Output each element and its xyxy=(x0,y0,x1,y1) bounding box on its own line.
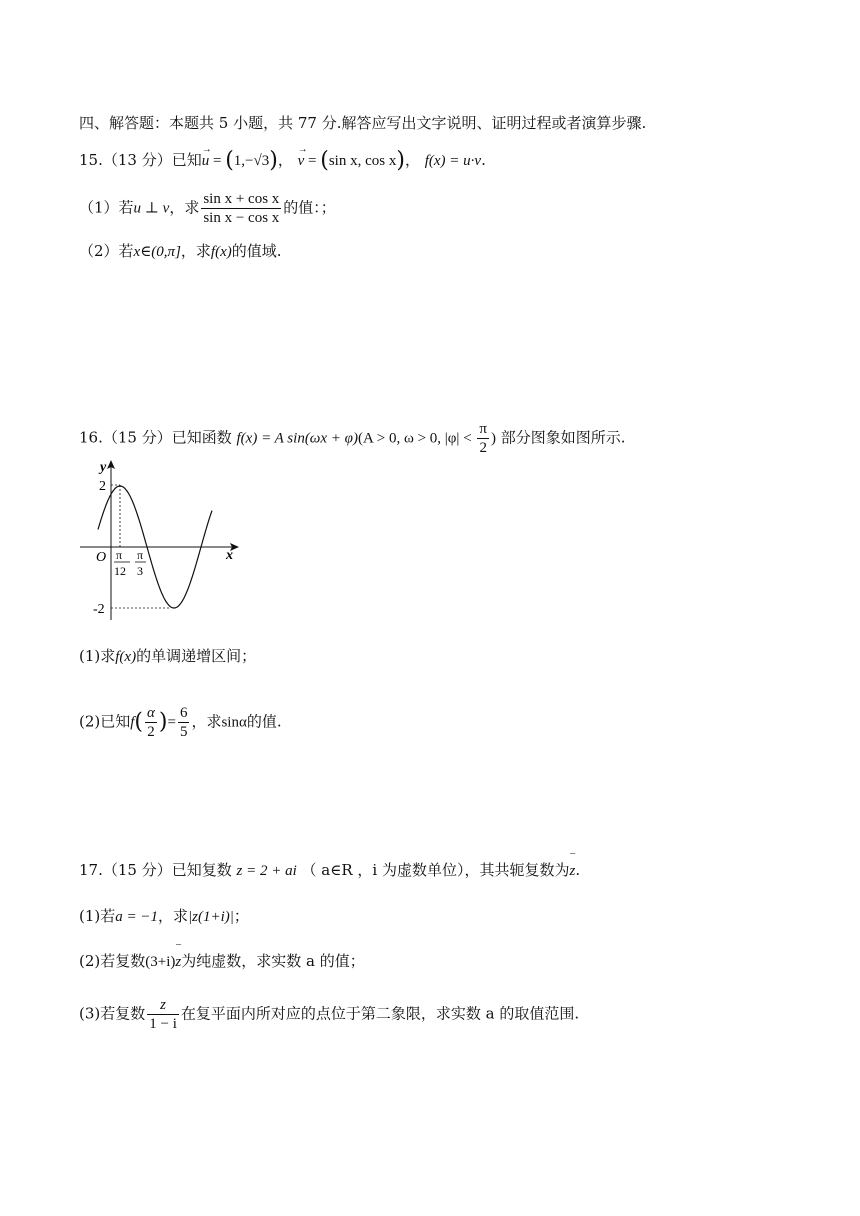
q17-condition: （ a∈R ，i 为虚数单位），其共轭复数为 xyxy=(301,861,570,879)
q15-p2-mid: ，求 xyxy=(180,242,211,260)
x-axis-label: x xyxy=(226,548,233,563)
q15-p1-suffix: 的值：； xyxy=(283,198,336,217)
f-definition: f(x) = u·v xyxy=(424,153,482,169)
max-value-label: 2 xyxy=(99,479,106,494)
q17-p2-expression: (3+i) xyxy=(145,954,176,970)
tick2-numerator: π xyxy=(137,548,144,562)
q15-fraction-numerator: sin x + cos x xyxy=(203,191,280,207)
q17-part1: (1)若a = −1，求|z(1+i)|； xyxy=(79,907,249,925)
z-conjugate: ‾ z xyxy=(569,861,575,881)
q16-cond-fraction: $\frac{\pi}{2}$ xyxy=(479,421,487,456)
q17-part2 xyxy=(79,951,365,972)
q17-p1-prefix: (1)若 xyxy=(79,907,116,925)
q15-p2-suffix: 的值域. xyxy=(231,242,282,260)
q16-label: 16.（15 分）已知函数 xyxy=(79,428,232,447)
tick2-denominator: 3 xyxy=(137,564,143,578)
q15-fraction xyxy=(201,190,281,227)
q17-p3-suffix: 在复平面内所对应的点位于第二象限，求实数 a 的取值范围. xyxy=(180,1004,580,1023)
q16-rhs-fraction: $\frac{6}{5}$ xyxy=(179,705,188,740)
q15-p2-prefix: （2）若 xyxy=(79,242,134,260)
tick1-denominator: 12 xyxy=(114,564,126,578)
q16-part2: (2)已知f( $\frac{\alpha}{2}$ )= $\frac{6}{5}$ ，求sinα的值. xyxy=(79,705,282,740)
v-value: sin x, cos x xyxy=(328,153,397,169)
q17-p1-a-value: a = −1 xyxy=(115,909,158,925)
q16-p2-ask: ，求 xyxy=(191,712,222,731)
q15-label: 15.（13 分）已知 xyxy=(79,151,202,169)
q16-sin-alpha: sinα xyxy=(221,714,247,731)
q16-p1-suffix: 的单调递增区间； xyxy=(136,647,257,665)
q17-p2-suffix: 为纯虚数，求实数 a 的值； xyxy=(181,952,365,970)
u-value: 1,−√3 xyxy=(233,153,270,169)
q17-label: 17.（15 分）已知复数 xyxy=(79,861,232,879)
q17-p1-expression: |z(1+i)| xyxy=(188,909,234,925)
q16-function: f(x) = A sin(ωx + φ) xyxy=(236,430,358,447)
q17-part3 xyxy=(79,996,579,1033)
origin-label: O xyxy=(96,550,107,565)
q16-alpha-fraction: $\frac{\alpha}{2}$ xyxy=(147,705,155,740)
q17-stem: 17.（15 分）已知复数 z = 2 + ai （ a∈R ，i 为虚数单位），其共轭复数为‾ z. xyxy=(79,860,580,881)
q15-p1-condition: u ⊥ v xyxy=(133,200,170,217)
min-value-label: -2 xyxy=(93,602,105,617)
tick1-numerator: π xyxy=(116,548,123,562)
q15-fraction-denominator: sin x − cos x xyxy=(203,210,280,226)
y-axis-label: y xyxy=(100,460,107,475)
q17-p3-prefix: (3)若复数 xyxy=(79,1004,146,1023)
q15-p1-prefix: （1）若 xyxy=(79,198,134,217)
q17-z-definition: z = 2 + ai xyxy=(236,863,297,879)
z-conjugate-2: ‾ z xyxy=(175,952,181,972)
q15-stem: 15.（13 分）已知→ u = (1,−√3)， → v = (sin x, cos x)， f(x) = u·v. xyxy=(79,150,486,171)
q16-p2-prefix: (2)已知 xyxy=(79,712,131,731)
q16-part1 xyxy=(79,646,256,667)
q15-part1 xyxy=(79,190,336,227)
q17-p2-prefix: (2)若复数 xyxy=(79,952,146,970)
q16-stem: 16.（15 分）已知函数 f(x) = A sin(ωx + φ)(A > 0, ω > 0, |φ| < $\frac{\pi}{2}$ ) 部分图象如图所示. xyxy=(79,421,626,456)
q16-p1-function: f(x) xyxy=(115,649,137,665)
v-vector: → v xyxy=(298,151,305,171)
u-vector: → u xyxy=(202,153,210,169)
q15-p2-condition: x∈(0,π] xyxy=(133,244,181,260)
q16-suffix: 部分图象如图所示. xyxy=(500,428,626,447)
section-header: 四、解答题：本题共 5 小题，共 77 分.解答应写出文字说明、证明过程或者演算步骤. xyxy=(79,114,647,132)
q15-part2 xyxy=(79,241,282,262)
q15-p2-function: f(x) xyxy=(210,244,232,260)
q16-p1-prefix: (1)求 xyxy=(79,647,116,665)
q15-p1-ask: ，求 xyxy=(169,198,200,217)
sine-graph xyxy=(76,455,256,625)
q17-p3-fraction: $\frac{z}{1 - i}$ xyxy=(149,997,177,1032)
